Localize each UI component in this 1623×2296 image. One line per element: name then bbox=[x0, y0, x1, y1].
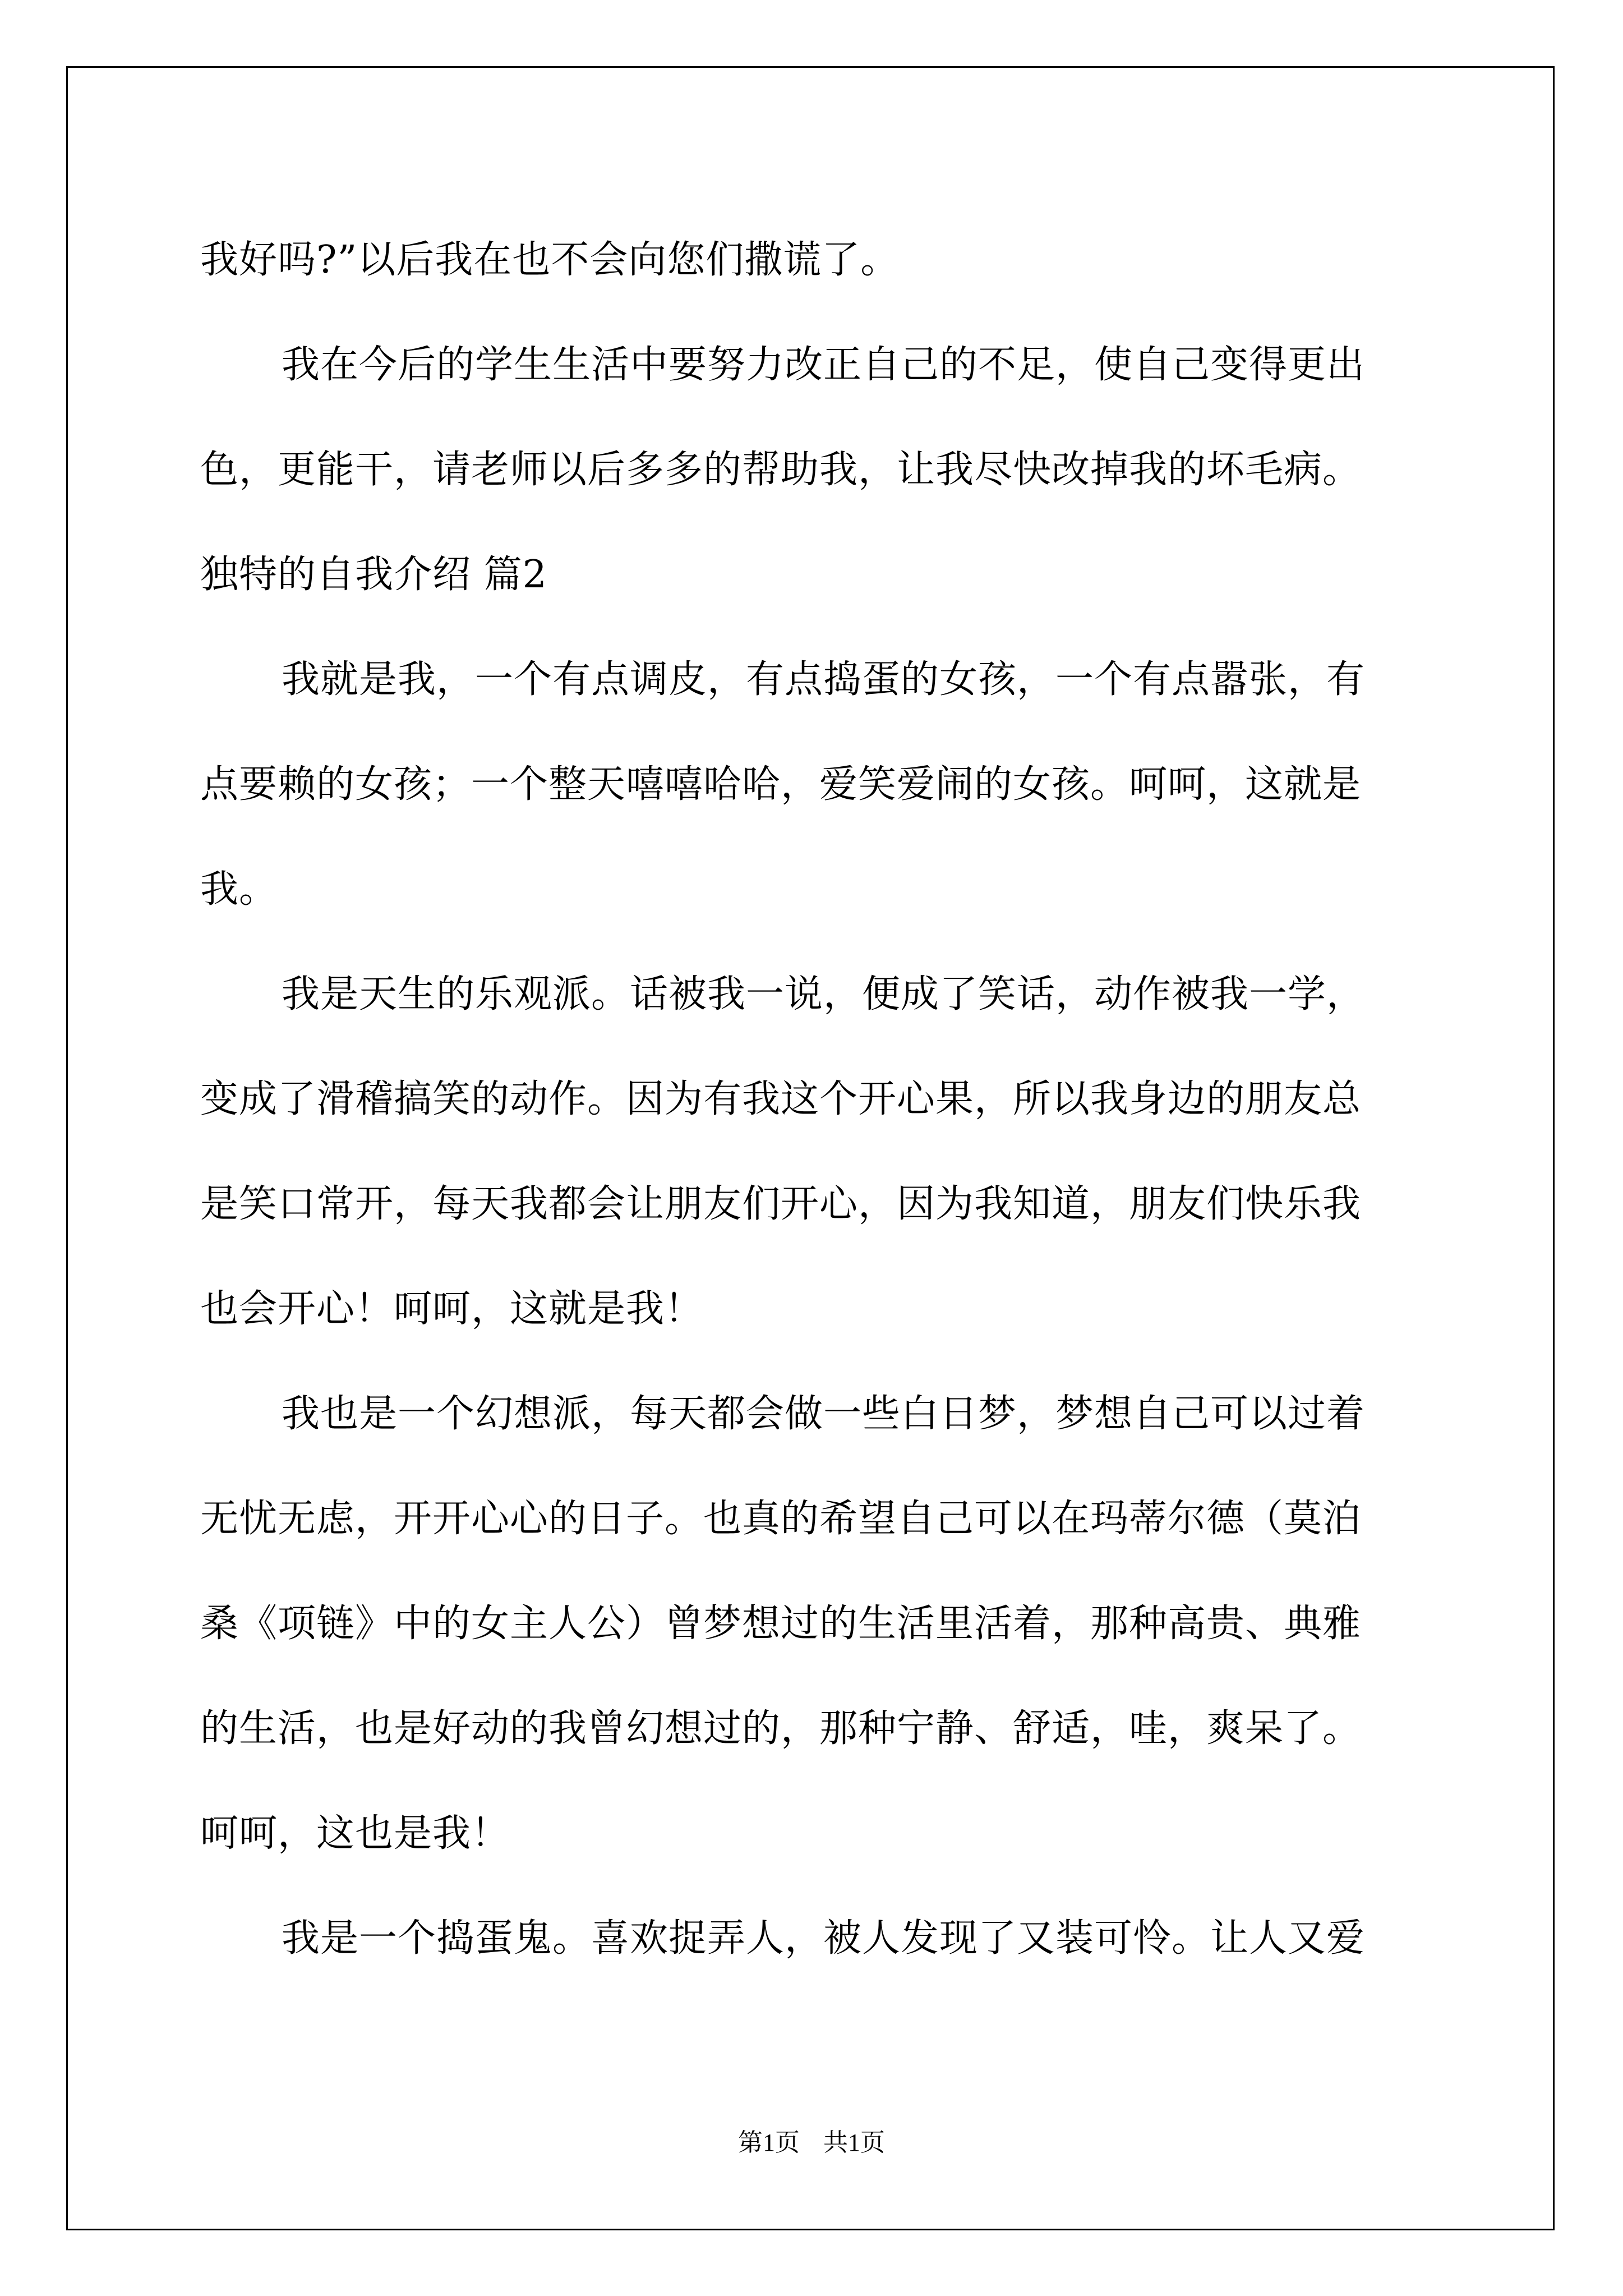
paragraph-line: 我是天生的乐观派。话被我一说，便成了笑话，动作被我一学， bbox=[282, 972, 1366, 1016]
section-heading: 独特的自我介绍 篇2 bbox=[200, 553, 547, 597]
text-line: 桑《项链》中的女主人公）曾梦想过的生活里活着，那种高贵、典雅 bbox=[200, 1602, 1362, 1646]
document-body bbox=[200, 208, 1434, 1991]
text-line: 呵呵，这也是我！ bbox=[200, 1811, 510, 1856]
paragraph-line: 我是一个捣蛋鬼。喜欢捉弄人，被人发现了又装可怜。让人又爱 bbox=[282, 1916, 1366, 1961]
text-line: 无忧无虑，开开心心的日子。也真的希望自己可以在玛蒂尔德（莫泊 bbox=[200, 1497, 1362, 1541]
paragraph-line: 我也是一个幻想派，每天都会做一些白日梦，梦想自己可以过着 bbox=[282, 1392, 1366, 1436]
paragraph-line: 我在今后的学生生活中要努力改正自己的不足，使自己变得更出 bbox=[282, 343, 1366, 387]
text-line: 变成了滑稽搞笑的动作。因为有我这个开心果，所以我身边的朋友总 bbox=[200, 1077, 1362, 1121]
text-line: 色，更能干，请老师以后多多的帮助我，让我尽快改掉我的坏毛病。 bbox=[200, 448, 1362, 492]
page-number: 第1页 bbox=[738, 2129, 800, 2156]
text-line: 是笑口常开，每天我都会让朋友们开心，因为我知道，朋友们快乐我 bbox=[200, 1182, 1362, 1226]
page-footer bbox=[0, 2126, 1623, 2160]
text-line: 我。 bbox=[200, 867, 278, 912]
text-line: 点要赖的女孩；一个整天嘻嘻哈哈，爱笑爱闹的女孩。呵呵，这就是 bbox=[200, 762, 1362, 807]
text-line: 我好吗?”以后我在也不会向您们撒谎了。 bbox=[200, 238, 900, 282]
text-line: 的生活，也是好动的我曾幻想过的，那种宁静、舒适，哇，爽呆了。 bbox=[200, 1706, 1362, 1751]
page-total: 共1页 bbox=[823, 2129, 885, 2156]
text-line: 也会开心！呵呵，这就是我！ bbox=[200, 1287, 704, 1331]
paragraph-line: 我就是我，一个有点调皮，有点捣蛋的女孩，一个有点嚣张，有 bbox=[282, 657, 1366, 702]
